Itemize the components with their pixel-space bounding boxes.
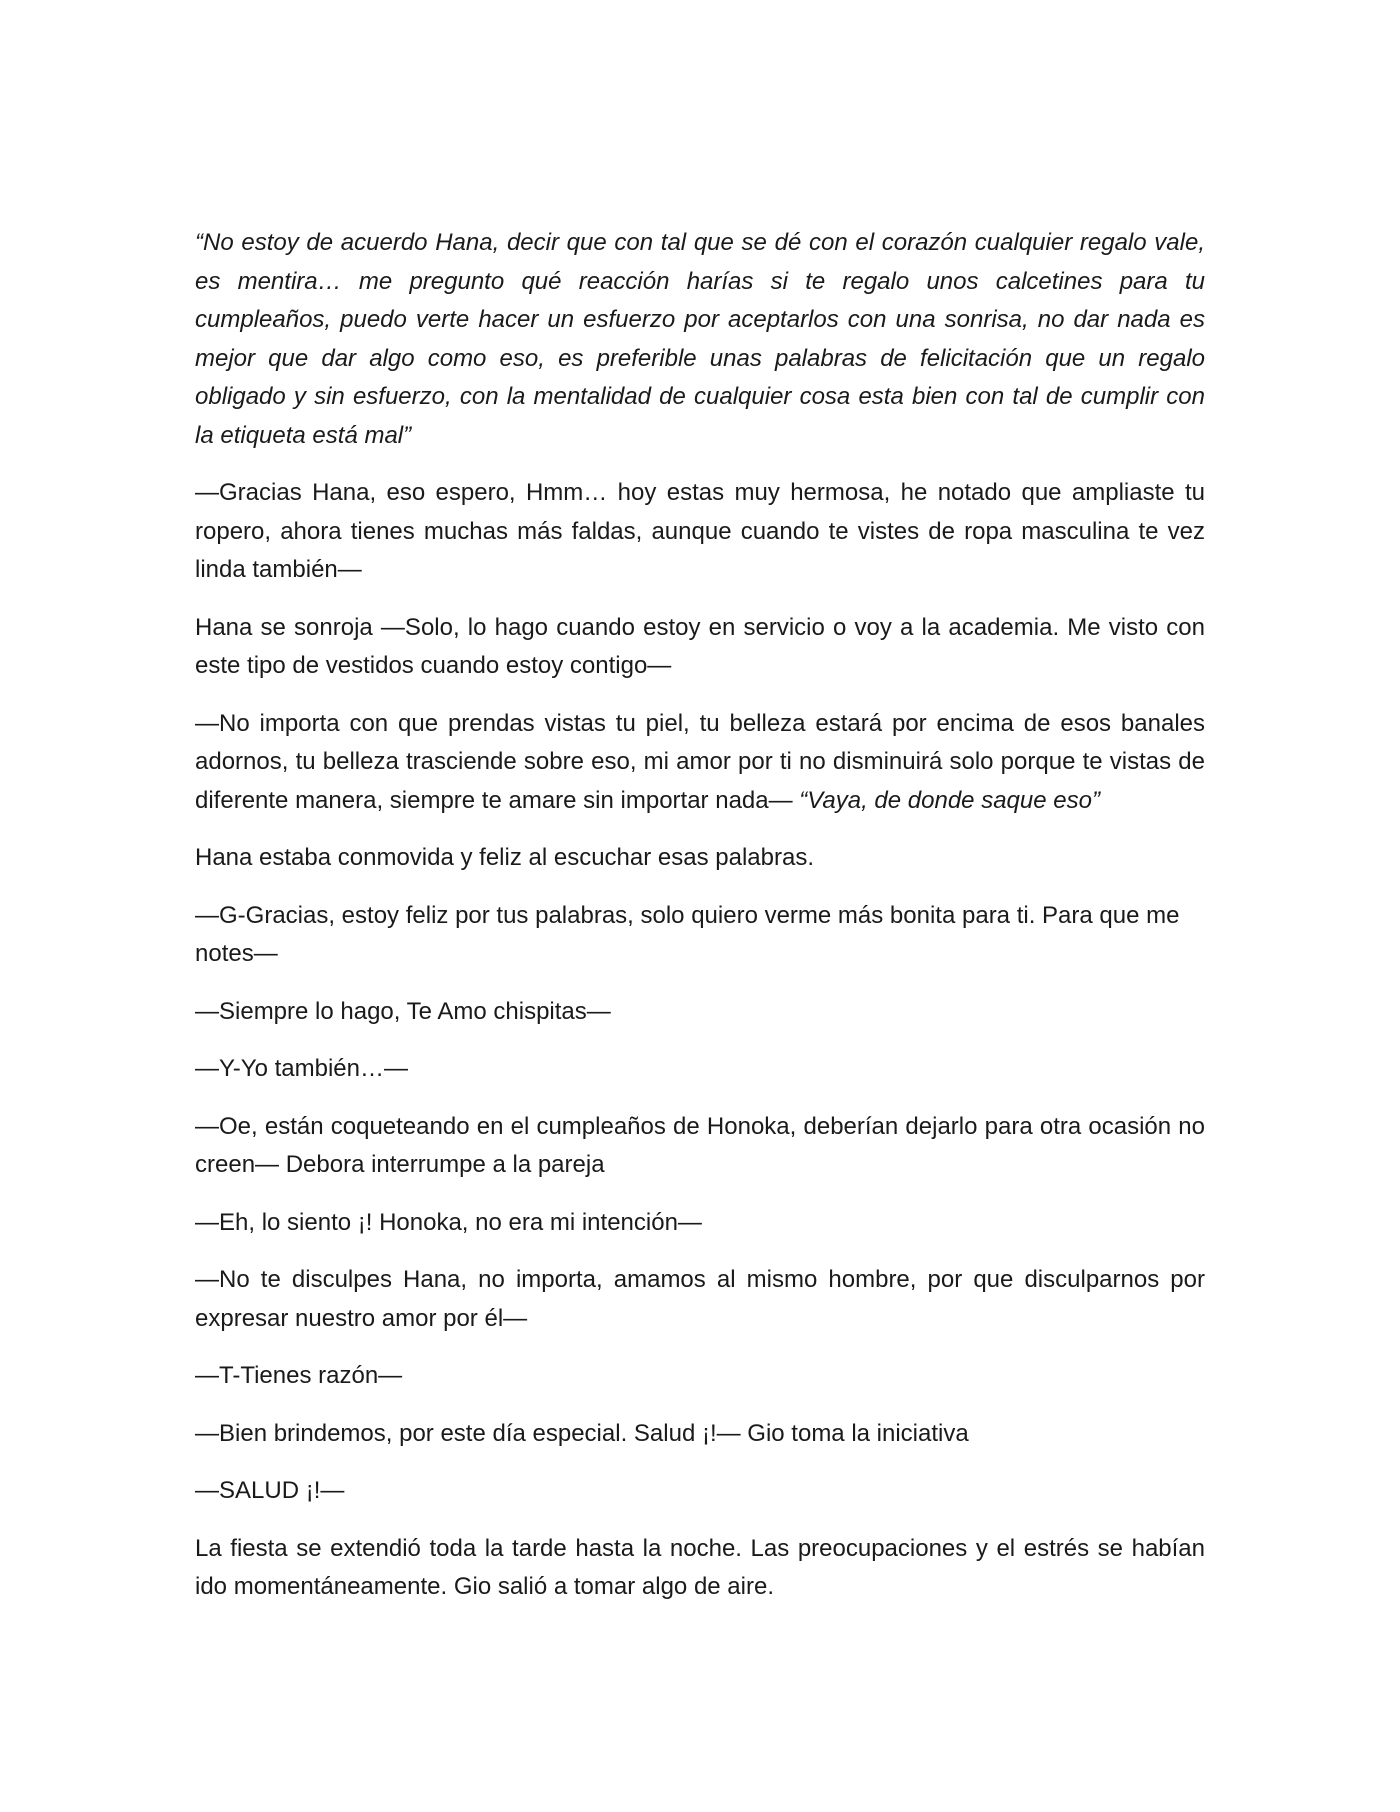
paragraph-inner-thought: “No estoy de acuerdo Hana, decir que con tal que se dé con el corazón cualquier regalo vale, es mentira… me pregunto qué reacción harías si te regalo unos calcetines para tu cumpleaños, puedo verte hacer un esfuerzo por aceptarlos con una sonrisa, no dar nada es mejor que dar algo como eso, es preferible unas palabras de felicitación que un regalo obligado y sin esfuerzo, con la mentalidad de cualquier cosa esta bien con tal de cumplir con la etiqueta está mal” <box>195 229 1205 449</box>
paragraph-dialogue: —Eh, lo siento ¡! Honoka, no era mi intención— <box>195 1208 702 1236</box>
paragraph-dialogue: —Bien brindemos, por este día especial. Salud ¡!— Gio toma la iniciativa <box>195 1419 969 1447</box>
paragraph-narration: Hana se sonroja —Solo, lo hago cuando estoy en servicio o voy a la academia. Me visto con este tipo de vestidos cuando estoy contigo— <box>195 613 1205 679</box>
paragraph-dialogue: —Siempre lo hago, Te Amo chispitas— <box>195 997 611 1025</box>
paragraph-dialogue <box>195 705 1205 821</box>
paragraph-narration: Hana estaba conmovida y feliz al escuchar esas palabras. <box>195 844 815 871</box>
paragraph-dialogue: —Y-Yo también…— <box>195 1055 408 1082</box>
paragraph-dialogue: —G-Gracias, estoy feliz por tus palabras, solo quiero verme más bonita para ti. Para que me notes— <box>195 901 1180 967</box>
document-body <box>195 224 1205 1626</box>
paragraph-dialogue: —SALUD ¡!— <box>195 1477 345 1504</box>
paragraph-dialogue: —Gracias Hana, eso espero, Hmm… hoy estas muy hermosa, he notado que ampliaste tu ropero, ahora tienes muchas más faldas, aunque cuando te vistes de ropa masculina te vez linda también— <box>195 479 1205 583</box>
paragraph-dialogue: —No te disculpes Hana, no importa, amamos al mismo hombre, por que disculparnos por expresar nuestro amor por él— <box>195 1266 1205 1332</box>
paragraph-dialogue-text: —No importa con que prendas vistas tu piel, tu belleza estará por encima de esos banales adornos, tu belleza trasciende sobre eso, mi amor por ti no disminuirá solo porque te vistas de diferente manera, siempre te amare sin importar nada— <box>195 709 1205 814</box>
paragraph-inner-thought-inline: “Vaya, de donde saque eso” <box>792 786 1100 814</box>
paragraph-dialogue: —Oe, están coqueteando en el cumpleaños de Honoka, deberían dejarlo para otra ocasión no creen— Debora interrumpe a la pareja <box>195 1112 1205 1178</box>
paragraph-narration: La fiesta se extendió toda la tarde hasta la noche. Las preocupaciones y el estrés se habían ido momentáneamente. Gio salió a tomar algo de aire. <box>195 1534 1205 1600</box>
paragraph-dialogue: —T-Tienes razón— <box>195 1362 403 1389</box>
